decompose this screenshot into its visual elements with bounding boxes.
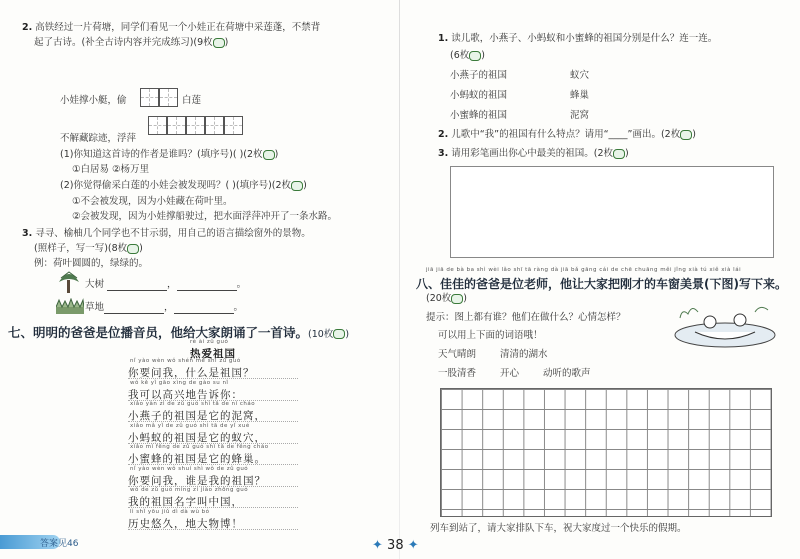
poem-line-pinyin: wǒ kě yǐ gāo xìng de gào su nǐ <box>130 379 229 386</box>
poem-line-pinyin: xiǎo mì fēng de zǔ guó shì tā de fēng cháo <box>130 444 269 450</box>
match-right-2[interactable]: 蜂巢 <box>570 90 590 101</box>
page-number-wrap <box>372 538 419 553</box>
poem-line: 历史悠久，地大物博！ <box>128 517 243 530</box>
poem-line: 你要问我，谁是我的祖国？ <box>128 474 266 487</box>
grass-label: 草地 ， 。 <box>85 302 244 313</box>
coin-icon <box>680 130 692 140</box>
q2-text1: 高铁经过一片荷塘，同学们看见一个小娃正在荷塘中采莲蓬，不禁背 <box>35 22 321 33</box>
poem-title-pinyin: rè ài zǔ guó <box>190 339 229 345</box>
tree-icon <box>56 268 82 294</box>
coin-icon <box>291 181 303 191</box>
r-q2-line: 2. 儿歌中“我”的祖国有什么特点？请用“____”画出。(2枚 ) <box>438 129 696 140</box>
answer-cell[interactable] <box>167 116 186 135</box>
poem-line-pinyin: lì shǐ yōu jiǔ dì dà wù bó <box>130 508 210 515</box>
lake-boat-illustration <box>670 300 780 350</box>
coin-icon <box>469 51 481 61</box>
r-q1-line: 1. 读儿歌，小燕子、小蚂蚁和小蜜蜂的祖国分别是什么？连一连。 <box>438 33 718 44</box>
match-right-3[interactable]: 泥窝 <box>570 110 590 121</box>
match-left-1[interactable]: 小燕子的祖国 <box>450 70 508 81</box>
section8-pinyin: jiā jiā de bà ba shì wèi lǎo shī tā ràng dà jiā bǎ gāng cái de chē chuāng měi jǐng xià tú xiě xià lái <box>426 267 742 273</box>
r-q3-line: 3. 请用彩笔画出你心中最美的祖国。(2枚 ) <box>438 148 629 159</box>
poem-line1-b: 白莲 <box>182 95 202 106</box>
grass-blank2[interactable] <box>174 303 234 314</box>
star-icon: ✦ <box>372 538 383 553</box>
q3-example: 例：荷叶圆圆的，绿绿的。 <box>34 258 149 269</box>
tree-label: 大树 ， 。 <box>85 279 247 290</box>
page-number: 38 <box>387 538 404 553</box>
coin-icon <box>127 244 139 254</box>
poem-line: 小蚂蚁的祖国是它的蚁穴， <box>128 431 266 444</box>
word-row-1: 天气晴朗 清清的湖水 <box>438 349 548 360</box>
grass-blank1[interactable] <box>104 303 164 314</box>
poem-line-pinyin: nǐ yào wèn wǒ shuí shì wǒ de zǔ guó <box>130 465 249 472</box>
section7-title: 七、明明的爸爸是位播音员，他给大家朗诵了一首诗。(10枚 ) <box>8 325 350 340</box>
word-row-2: 一股清香 开心 动听的歌声 <box>438 368 591 379</box>
poem-line-pinyin: nǐ yào wèn wǒ shén me shì zǔ guó <box>130 358 241 364</box>
hint2: 可以用上下面的词语哦！ <box>438 330 543 341</box>
q2-number: 2. <box>22 22 33 33</box>
poem-line: 你要问我，什么是祖国？ <box>128 367 255 379</box>
q2-sub1-options: ①白居易 ②杨万里 <box>72 164 150 175</box>
q2-sub2: (2)你觉得偷采白莲的小娃会被发现吗？( )(填序号)(2枚 ) <box>60 180 307 191</box>
coin-icon <box>263 150 275 160</box>
q2-sub2-option2: ②会被发现，因为小娃撑船驶过，把水面浮萍冲开了一条水路。 <box>72 211 338 222</box>
q2-line2: 起了古诗。(补全古诗内容并完成练习)(9枚 ) <box>34 37 229 48</box>
poem-line: 我的祖国名字叫中国， <box>128 496 243 508</box>
poem-line: 小蜜蜂的祖国是它的蜂巢。 <box>128 453 266 465</box>
writing-grid[interactable] <box>440 388 772 517</box>
answer-cell[interactable] <box>205 116 224 135</box>
drawing-box[interactable] <box>450 166 774 258</box>
answer-cell[interactable] <box>159 88 178 107</box>
poem-line: 我可以高兴地告诉你： <box>128 388 243 401</box>
answer-cell[interactable] <box>148 116 167 135</box>
poem-line-pinyin: xiǎo yàn zi de zǔ guó shì tā de ní cháo <box>130 401 256 407</box>
section8-score: (20枚 ) <box>426 293 468 304</box>
answer-ref: 答案见46 <box>40 539 79 549</box>
tree-blank1[interactable] <box>107 280 167 291</box>
poem-line1-a: 小娃撑小艇，偷 <box>60 95 127 106</box>
r-q1-score: (6枚 ) <box>450 50 485 61</box>
star-icon: ✦ <box>407 538 419 553</box>
poem-dotted-rule <box>128 529 298 530</box>
coin-icon <box>213 38 225 48</box>
q2-sub1: (1)你知道这首诗的作者是谁吗？(填序号)( )(2枚 ) <box>60 149 279 160</box>
coin-icon <box>451 294 463 304</box>
hint1: 提示：图上都有谁？他们在做什么？心情怎样？ <box>426 312 626 323</box>
poem-title: 热爱祖国 <box>190 348 236 360</box>
q2-sub2-option1: ①不会被发现，因为小娃藏在荷叶里。 <box>72 196 233 207</box>
match-left-3[interactable]: 小蜜蜂的祖国 <box>450 110 508 121</box>
answer-cell[interactable] <box>140 88 159 107</box>
poem-line: 小燕子的祖国是它的泥窝， <box>128 410 266 422</box>
poem-line2: 不解藏踪迹，浮萍 <box>60 133 137 144</box>
coin-icon <box>333 329 345 339</box>
tree-blank2[interactable] <box>177 280 237 291</box>
poem-line-pinyin: wǒ de zǔ guó míng zi jiào zhōng guó <box>130 487 249 493</box>
q2-text2: 起了古诗。(补全古诗内容并完成练习)(9枚 <box>34 37 213 48</box>
poem-line-pinyin: xiǎo mǎ yǐ de zǔ guó shì tā de yǐ xué <box>130 422 250 429</box>
q3-line1: 3. 寻寻、榆柚几个同学也不甘示弱，用自己的语言描绘窗外的景物。 <box>22 228 311 239</box>
ending-sentence: 列车到站了，请大家排队下车，祝大家度过一个快乐的假期。 <box>430 523 687 534</box>
section8-title: 八、佳佳的爸爸是位老师，他让大家把刚才的车窗美景(下图)写下来。 <box>416 277 787 291</box>
answer-cell[interactable] <box>186 116 205 135</box>
match-left-2[interactable]: 小蚂蚁的祖国 <box>450 90 508 101</box>
coin-icon <box>613 149 625 159</box>
answer-cell[interactable] <box>224 116 243 135</box>
match-right-1[interactable]: 蚁穴 <box>570 70 590 81</box>
q3-line2: (照样子，写一写)(8枚 ) <box>34 243 143 254</box>
q2-line1 <box>22 22 320 34</box>
grass-icon <box>56 298 84 314</box>
